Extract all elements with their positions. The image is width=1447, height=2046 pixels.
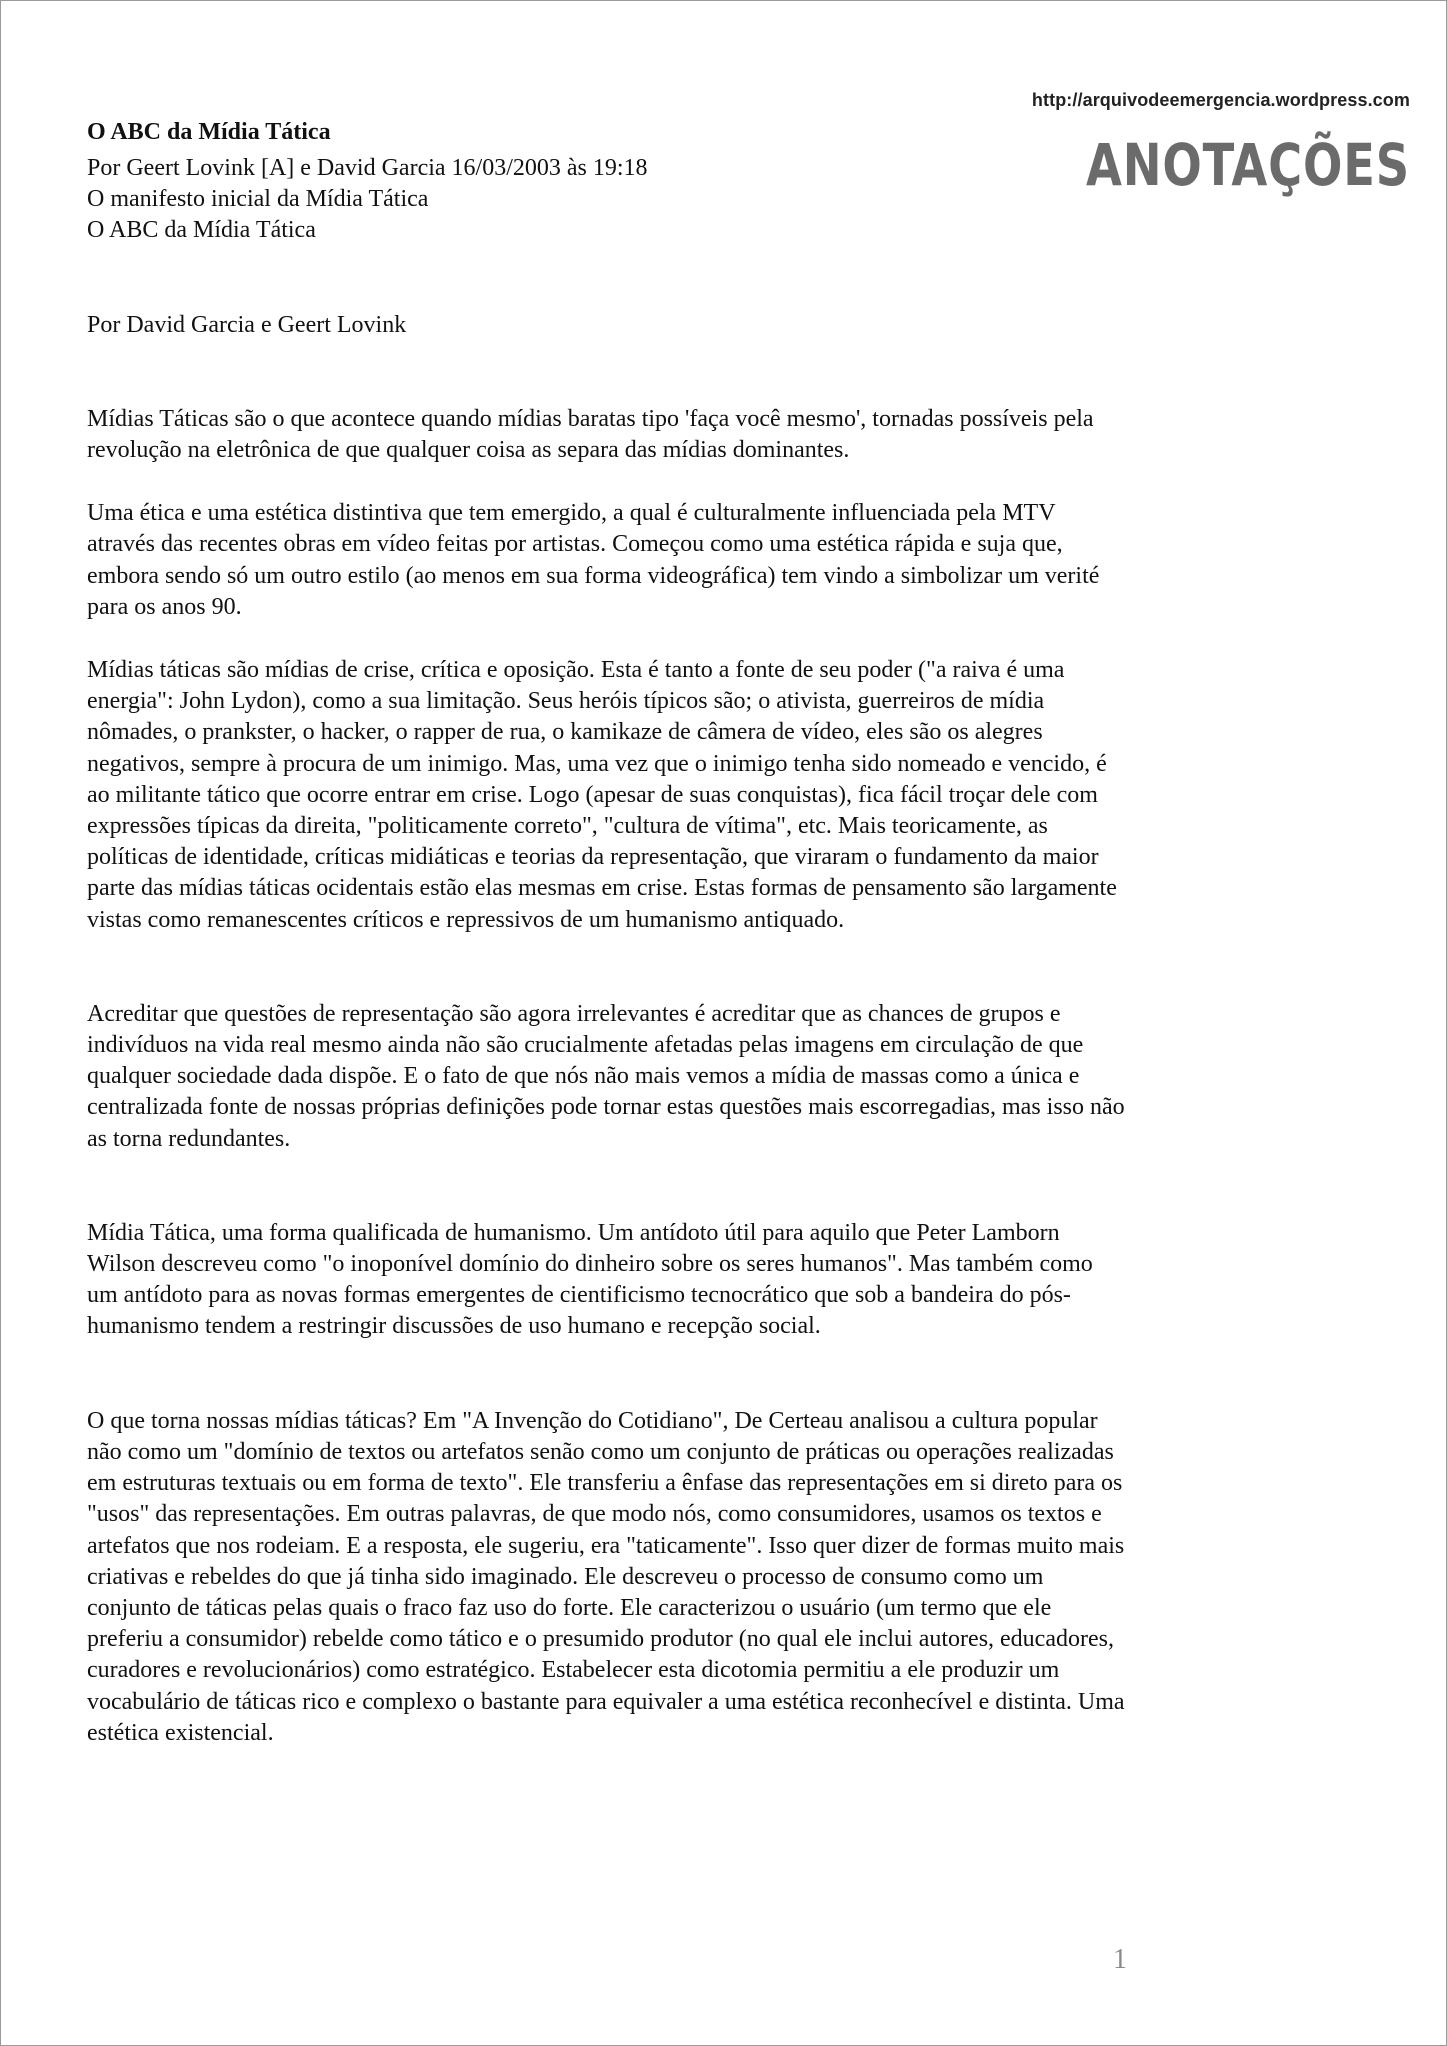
paragraph: Acreditar que questões de representação são agora irrelevantes é acreditar que as chances de grupos e indivíduos na vida real mesmo ainda não são crucialmente afetadas pelas imagens em circulação de que qualquer sociedade dada dispõe. E o fato de que nós não mais vemos a mídia de massas como a única e centralizada fonte de nossas próprias definições pode tornar estas questões mais escorregadias, mas isso não as torna redundantes. xyxy=(87,1000,1125,1152)
page-number: 1 xyxy=(1113,1944,1127,1975)
paragraph: Mídias táticas são mídias de crise, crítica e oposição. Esta é tanto a fonte de seu poder ("a raiva é uma energia": John Lydon), como a sua limitação. Seus heróis típicos são; o ativista, guerreiros de mídia nômades, o prankster, o hacker, o rapper de rua, o kamikaze de câmera de vídeo, eles são os alegres negativos, sempre à procura de um inimigo. Mas, uma vez que o inimigo tenha sido nomeado e vencido, é ao militante tático que ocorre entrar em crise. Logo (apesar de suas conquistas), fica fácil troçar dele com expressões típicas da direita, "politicamente correto", "cultura de vítima", etc. Mais teoricamente, as políticas de identidade, críticas midiáticas e teorias da representação, que viraram o fundamento da maior parte das mídias táticas ocidentais estão elas mesmas em crise. Estas formas de pensamento são largamente vistas como remanescentes críticos e repressivos de um humanismo antiquado. xyxy=(87,657,1117,933)
subtitle-line: O manifesto inicial da Mídia Tática xyxy=(87,186,429,213)
paragraph: Mídias Táticas são o que acontece quando mídias baratas tipo 'faça você mesmo', tornadas possíveis pela revolução na eletrônica de que qualquer coisa as separa das mídias dominantes. xyxy=(87,405,1094,464)
site-url: http://arquivodeemergencia.wordpress.com xyxy=(1031,90,1410,110)
paragraph: Mídia Tática, uma forma qualificada de humanismo. Um antídoto útil para aquilo que Peter Lamborn Wilson descreveu como "o inoponível domínio do dinheiro sobre os seres humanos". Mas também como um antídoto para as novas formas emergentes de cientificismo tecnocrático que sob a bandeira do pós-humanismo tendem a restringir discussões de uso humano e recepção social. xyxy=(87,1219,1093,1340)
brand-logo: ANOTAÇÕES xyxy=(1086,131,1410,199)
author-date-line: Por Geert Lovink [A] e David Garcia 16/03/2003 às 19:18 xyxy=(87,155,648,181)
byline: Por David Garcia e Geert Lovink xyxy=(87,311,407,338)
article-body xyxy=(87,117,1127,1749)
paragraph: Uma ética e uma estética distintiva que tem emergido, a qual é culturalmente influenciada pela MTV através das recentes obras em vídeo feitas por artistas. Começou como uma estética rápida e suja que, embora sendo só um outro estilo (ao menos em sua forma videográfica) tem vindo a simbolizar um verité para os anos 90. xyxy=(87,500,1100,620)
paragraph: O que torna nossas mídias táticas? Em "A Invenção do Cotidiano", De Certeau analisou a cultura popular não como um "domínio de textos ou artefatos senão como um conjunto de práticas ou operações realizadas em estruturas textuais ou em forma de texto". Ele transferiu a ênfase das representações em si direto para os "usos" das representações. Em outras palavras, de que modo nós, como consumidores, usamos os textos e artefatos que nos rodeiam. E a resposta, ele sugeriu, era "taticamente". Isso quer dizer de formas muito mais criativas e rebeldes do que já tinha sido imaginado. Ele descreveu o processo de consumo como um conjunto de táticas pelas quais o fraco faz uso do forte. Ele caracterizou o usuário (um termo que ele preferiu a consumidor) rebelde como tático e o presumido produtor (no qual ele inclui autores, educadores, curadores e revolucionários) como estratégico. Estabelecer esta dicotomia permitiu a ele produzir um vocabulário de táticas rico e complexo o bastante para equivaler a uma estética reconhecível e distinta. Uma estética existencial. xyxy=(87,1407,1125,1746)
article-title: O ABC da Mídia Tática xyxy=(87,119,331,145)
subtitle-line: O ABC da Mídia Tática xyxy=(87,217,316,244)
